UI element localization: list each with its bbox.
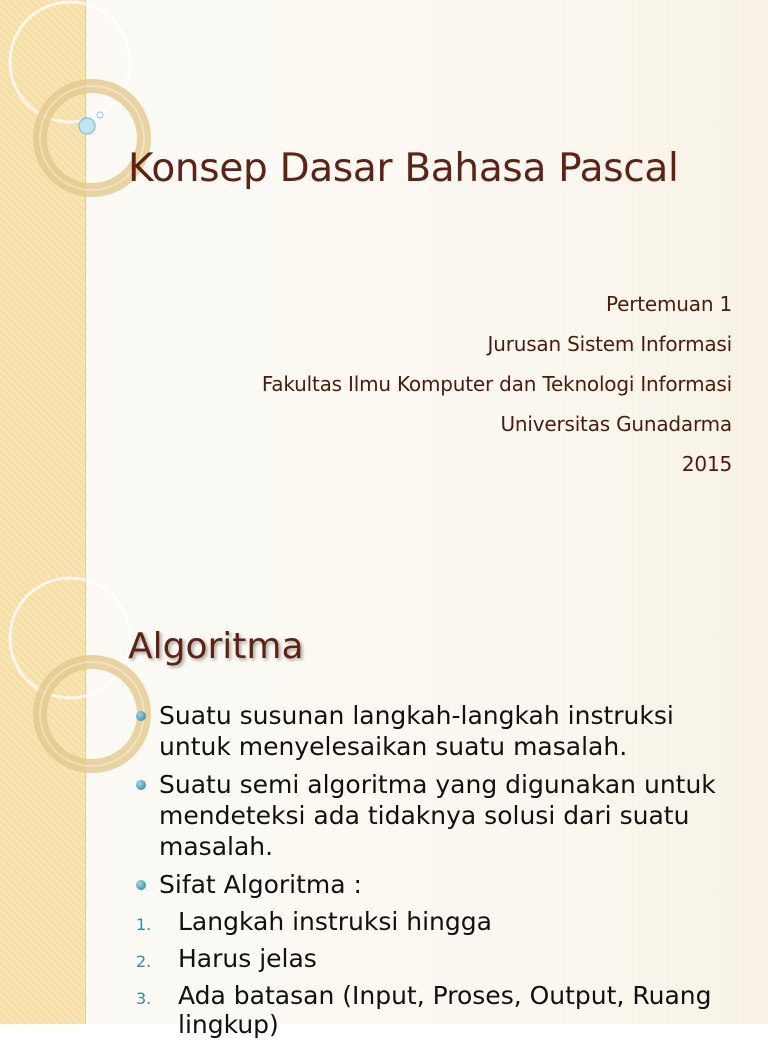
bullet-item (128, 700, 748, 762)
slide-title: Konsep Dasar Bahasa Pascal (128, 146, 679, 191)
slide-subtitle (262, 284, 732, 484)
bullet-dot-icon (136, 780, 146, 790)
item-text: Ada batasan (Input, Proses, Output, Ruang lingkup) (178, 981, 712, 1039)
bullet-text: Sifat Algoritma : (159, 870, 362, 899)
numbered-item (0, 944, 748, 973)
slide-2 (0, 576, 768, 1039)
bubble-icon (79, 118, 95, 134)
subtitle-year: 2015 (681, 452, 732, 476)
item-text: Langkah instruksi hingga (178, 907, 492, 936)
bullet-text: Suatu susunan langkah-langkah instruksi untuk menyelesaikan suatu masalah. (159, 701, 674, 761)
numbered-item (0, 907, 748, 936)
item-number: 2. (136, 952, 152, 971)
item-text: Harus jelas (178, 944, 317, 973)
subtitle-faculty: Fakultas Ilmu Komputer dan Teknologi Informasi (261, 372, 732, 396)
bullet-item (128, 769, 748, 862)
bullet-text: Suatu semi algoritma yang digunakan untuk mendeteksi ada tidaknya solusi dari suatu masalah. (159, 770, 716, 861)
slide-title: Algoritma (128, 626, 304, 667)
numbered-item (0, 981, 748, 1039)
ring-decoration-icon (0, 0, 140, 576)
bullet-dot-icon (136, 711, 146, 721)
subtitle-meeting: Pertemuan 1 (606, 292, 732, 316)
subtitle-university: Universitas Gunadarma (500, 412, 732, 436)
slide-body (128, 700, 748, 1047)
subtitle-department: Jurusan Sistem Informasi (487, 332, 732, 356)
bullet-item (128, 869, 748, 900)
item-number: 1. (136, 915, 152, 934)
item-number: 3. (136, 989, 152, 1008)
bullet-dot-icon (136, 880, 146, 890)
